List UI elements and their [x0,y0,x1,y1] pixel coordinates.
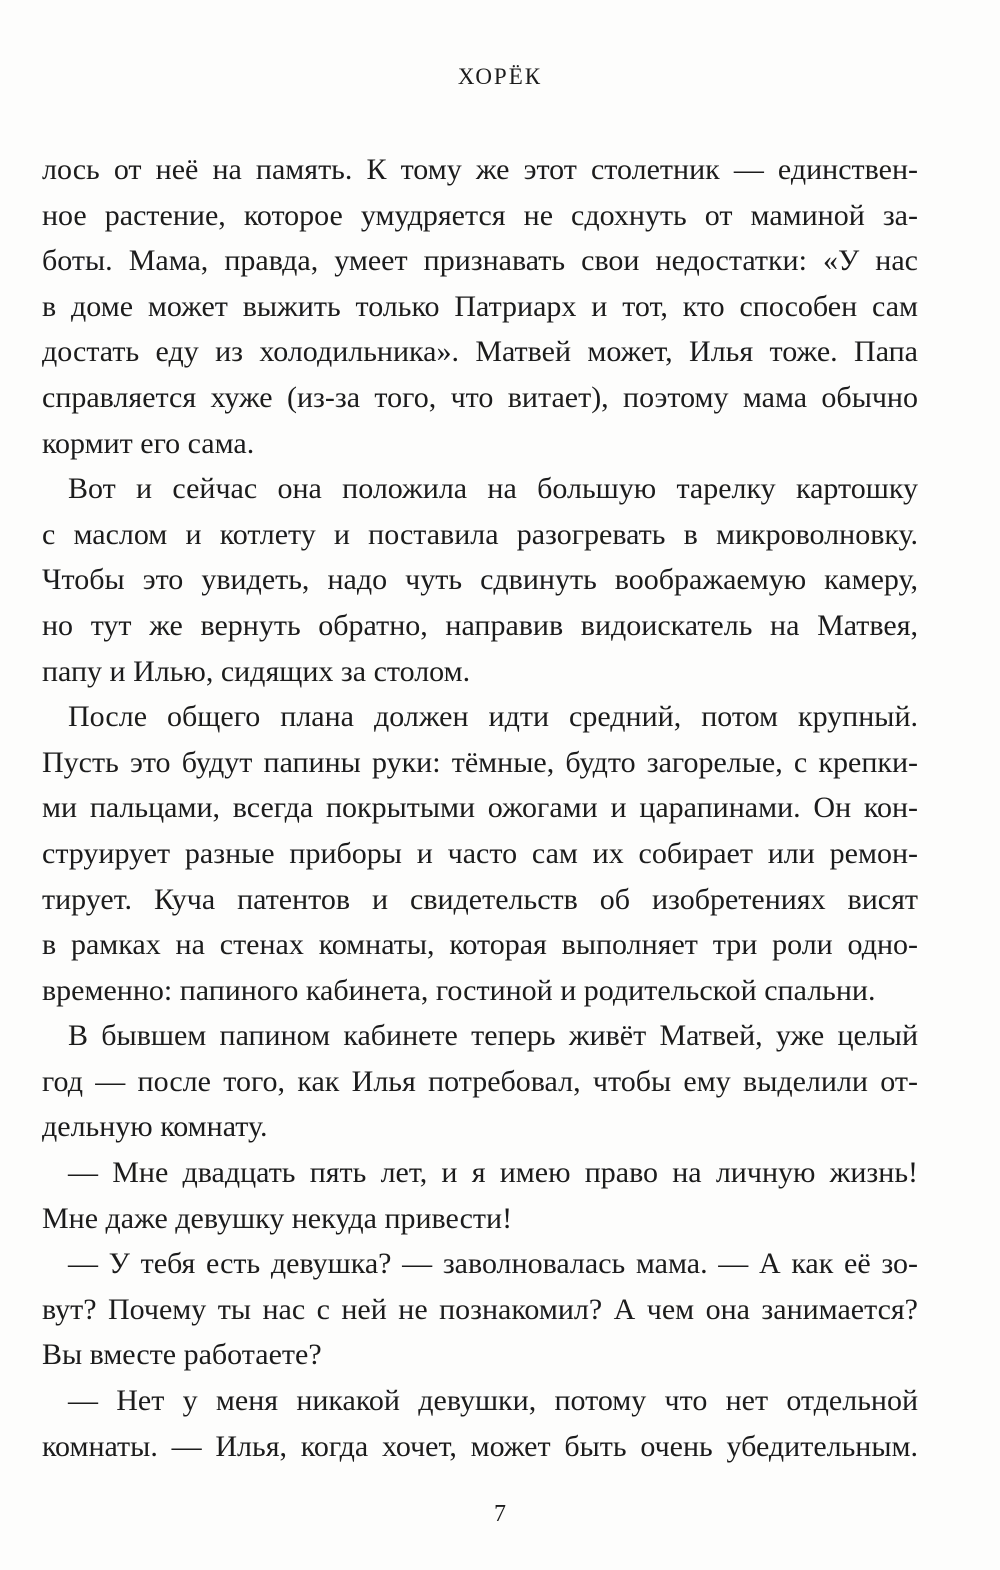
text-line: Чтобы это увидеть, надо чуть сдвинуть воображаемую камеру, [42,563,918,597]
text-line: струирует разные приборы и часто сам их собирает или ремон- [42,836,918,870]
text-line: в доме может выжить только Патриарх и тот, кто способен сам [42,289,918,323]
text-line: Вы вместе работаете? [42,1338,322,1372]
text-line: достать еду из холодильника». Матвей может, Илья тоже. Папа [42,335,918,369]
text-line: комнаты. — Илья, когда хочет, может быть очень убедительным. [42,1429,918,1463]
text-line: В бывшем папином кабинете теперь живёт Матвей, уже целый [68,1019,918,1053]
text-line: но тут же вернуть обратно, направив видоискатель на Матвея, [42,608,918,642]
text-line: тирует. Куча патентов и свидетельств об изобретениях висят [42,882,918,916]
text-line: с маслом и котлету и поставила разогревать в микроволновку. [42,517,918,551]
text-line: вут? Почему ты нас с ней не познакомил? А чем она занимается? [42,1292,918,1326]
text-line: Мне даже девушку некуда привести! [42,1201,513,1235]
text-line: ное растение, которое умудряется не сдохнуть от маминой за- [42,198,918,232]
text-line: Пусть это будут папины руки: тёмные, будто загорелые, с крепки- [42,745,918,779]
text-line: После общего плана должен идти средний, потом крупный. [68,700,918,734]
text-line: — Нет у меня никакой девушки, потому что нет отдельной [68,1384,918,1418]
text-line: папу и Илью, сидящих за столом. [42,654,471,688]
text-line: — Мне двадцать пять лет, и я имею право на личную жизнь! [68,1156,918,1190]
text-line: лось от неё на память. К тому же этот столетник — единствен- [42,153,918,186]
page-number: 7 [494,1501,506,1527]
text-line: — У тебя есть девушка? — заволновалась мама. — А как её зо- [68,1247,918,1281]
text-line: год — после того, как Илья потребовал, чтобы ему выделили от- [42,1064,918,1098]
text-line: кормит его сама. [42,426,255,460]
text-line: временно: папиного кабинета, гостиной и родительской спальни. [42,973,876,1007]
text-line: боты. Мама, правда, умеет признавать свои недостатки: «У нас [42,244,918,278]
text-line: дельную комнату. [42,1110,268,1144]
body-text [42,147,918,1469]
text-line: в рамках на стенах комнаты, которая выполняет три роли одно- [42,928,918,962]
text-line: Вот и сейчас она положила на большую тарелку картошку [68,472,918,506]
text-line: ми пальцами, всегда покрытыми ожогами и царапинами. Он кон- [42,791,918,825]
text-line: справляется хуже (из-за того, что витает), поэтому мама обычно [42,380,918,414]
running-title: ХОРЁК [457,64,543,89]
